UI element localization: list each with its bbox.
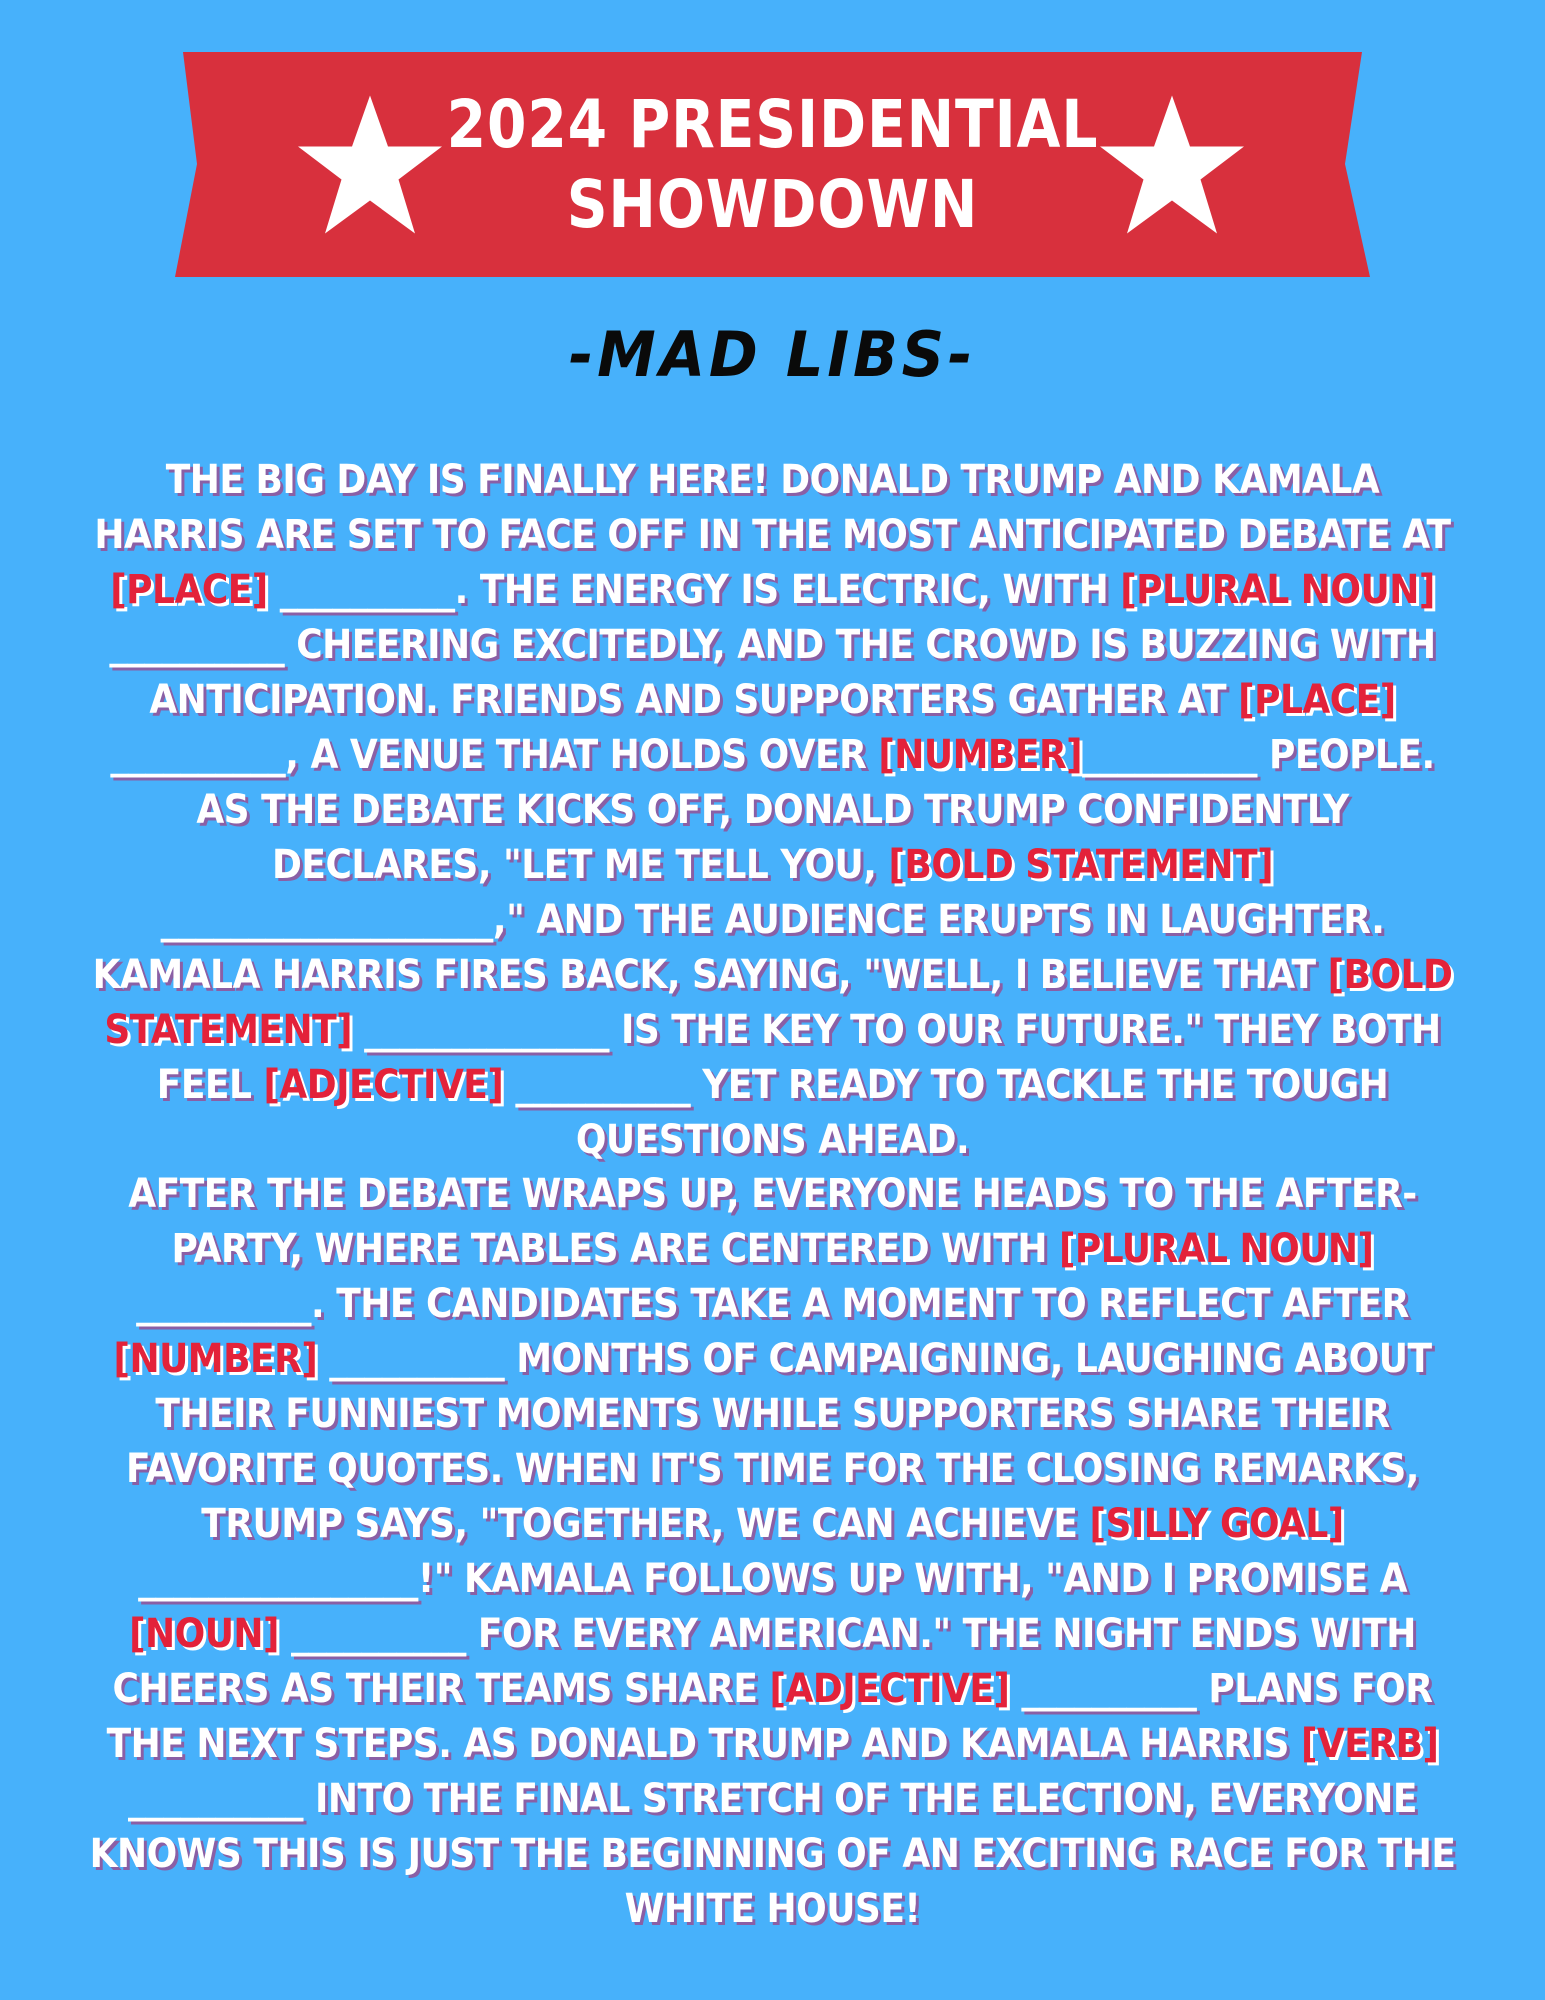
story-paragraph-2 <box>85 1167 1460 1937</box>
story-text: CHEERING EXCITEDLY, AND THE CROWD IS BUZZING WITH ANTICIPATION. FRIENDS AND SUPPORTERS GATHER AT <box>149 622 1436 723</box>
blank-line[interactable]: __________ <box>503 1062 691 1108</box>
story-text: IS THE KEY TO OUR FUTURE." THEY BOTH FEEL <box>156 1007 1441 1108</box>
blank-placeholder: [NOUN] <box>129 1611 279 1657</box>
story-text: INTO THE FINAL STRETCH OF THE ELECTION, EVERYONE KNOWS THIS IS JUST THE BEGINNING OF AN EXCITING RACE FOR THE WHITE HOUSE! <box>89 1776 1456 1932</box>
title-line-2: SHOWDOWN <box>566 165 979 243</box>
blank-placeholder: [ADJECTIVE] <box>263 1062 504 1108</box>
blank-line[interactable]: ___________________ <box>160 897 493 943</box>
title-banner <box>175 52 1370 277</box>
page-title <box>259 52 1287 277</box>
blank-placeholder: [VERB] <box>1300 1721 1439 1767</box>
blank-line[interactable]: __________ <box>1082 732 1257 778</box>
story-text: PEOPLE. AS THE DEBATE KICKS OFF, DONALD TRUMP CONFIDENTLY DECLARES, "LET ME TELL YOU, <box>196 732 1435 888</box>
blank-placeholder: [PLACE] <box>110 567 268 613</box>
blank-line[interactable]: __________ <box>317 1336 505 1382</box>
blank-line[interactable]: __________ <box>1009 1666 1197 1712</box>
story-text: , A VENUE THAT HOLDS OVER <box>285 732 879 778</box>
subtitle: -MAD LIBS- <box>568 318 977 391</box>
story-paragraph-1 <box>85 453 1460 1168</box>
story-text: YET READY TO TACKLE THE TOUGH QUESTIONS AHEAD. <box>575 1062 1389 1163</box>
blank-line[interactable]: ______________ <box>352 1007 609 1053</box>
story-text: ," AND THE AUDIENCE ERUPTS IN LAUGHTER. KAMALA HARRIS FIRES BACK, SAYING, "WELL, I BELIEVE THAT <box>92 897 1385 998</box>
title-line-1: 2024 PRESIDENTIAL <box>446 85 1099 163</box>
blank-line[interactable]: __________ <box>279 1611 466 1657</box>
story-text: PLANS FOR THE NEXT STEPS. AS DONALD TRUMP AND KAMALA HARRIS <box>106 1666 1433 1767</box>
blank-line[interactable]: __________ <box>136 1281 312 1327</box>
story-text: . THE ENERGY IS ELECTRIC, WITH <box>454 567 1121 613</box>
story-text: FOR EVERY AMERICAN." THE NIGHT ENDS WITH CHEERS AS THEIR TEAMS SHARE <box>112 1611 1416 1712</box>
blank-placeholder: [PLURAL NOUN] <box>1058 1226 1374 1272</box>
blank-line[interactable]: __________ <box>128 1776 303 1822</box>
blank-placeholder: [BOLD STATEMENT] <box>888 842 1274 888</box>
story-text: . THE CANDIDATES TAKE A MOMENT TO REFLECT AFTER <box>311 1281 1409 1327</box>
blank-line[interactable]: __________ <box>109 622 285 668</box>
blank-placeholder: [NUMBER] <box>878 732 1083 778</box>
blank-placeholder: [NUMBER] <box>113 1336 318 1382</box>
blank-line[interactable]: __________ <box>267 567 455 613</box>
blank-placeholder: [BOLD STATEMENT] <box>104 952 1453 1053</box>
story-text: AFTER THE DEBATE WRAPS UP, EVERYONE HEADS TO THE AFTER-PARTY, WHERE TABLES ARE CENTERED WITH <box>128 1171 1417 1272</box>
blank-line[interactable]: __________ <box>110 732 286 778</box>
blank-placeholder: [SILLY GOAL] <box>1089 1501 1344 1547</box>
blank-placeholder: [PLACE] <box>1238 677 1396 723</box>
story-text: THE BIG DAY IS FINALLY HERE! DONALD TRUMP AND KAMALA HARRIS ARE SET TO FACE OFF IN THE MOST ANTICIPATED DEBATE AT <box>94 457 1451 558</box>
story-text: !" KAMALA FOLLOWS UP WITH, "AND I PROMISE A <box>417 1556 1407 1602</box>
blank-placeholder: [PLURAL NOUN] <box>1120 567 1435 613</box>
story-text: MONTHS OF CAMPAIGNING, LAUGHING ABOUT THEIR FUNNIEST MOMENTS WHILE SUPPORTERS SHARE THEIR FAVORITE QUOTES. WHEN IT'S TIME FOR THE CLOSING REMARKS, TRUMP SAYS, "TOGETHER, WE CAN ACHIEVE <box>126 1336 1432 1547</box>
blank-placeholder: [ADJECTIVE] <box>769 1666 1010 1712</box>
blank-line[interactable]: ________________ <box>138 1556 418 1602</box>
